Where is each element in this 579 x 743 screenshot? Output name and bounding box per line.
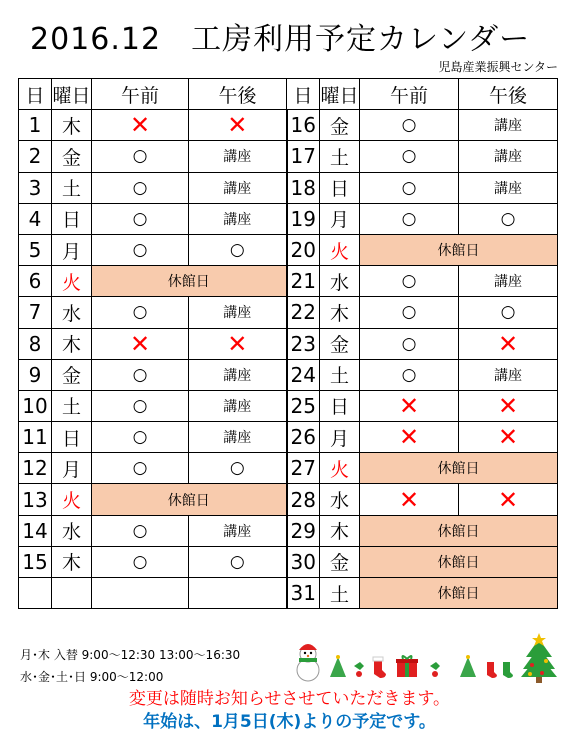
pm-status: 講座	[189, 515, 287, 546]
pm-status: 講座	[189, 390, 287, 421]
pm-status: 講座	[459, 359, 558, 390]
year-month: 2016.12	[30, 22, 162, 57]
table-row	[19, 390, 558, 421]
table-row	[19, 266, 558, 297]
table-row	[19, 110, 558, 141]
pm-status: 講座	[459, 110, 558, 141]
pm-status: ✕	[459, 484, 558, 515]
table-row	[19, 422, 558, 453]
day-number: 31	[287, 578, 320, 609]
weekday: 日	[320, 390, 360, 421]
weekday: 木	[52, 546, 92, 577]
day-number: 26	[287, 422, 320, 453]
day-number: 16	[287, 110, 320, 141]
day-number: 22	[287, 297, 320, 328]
hours-mon-thu: 月･木 入替 9:00～12:30 13:00～16:30	[20, 648, 241, 662]
day-number: 13	[19, 484, 52, 515]
day-number: 27	[287, 453, 320, 484]
am-status: ✕	[92, 110, 189, 141]
pm-status: ✕	[459, 328, 558, 359]
closed-day-label: 休館日	[360, 546, 558, 577]
weekday: 土	[52, 172, 92, 203]
closed-day-label: 休館日	[360, 515, 558, 546]
day-number: 21	[287, 266, 320, 297]
am-status: ○	[360, 266, 459, 297]
col-weekday: 曜日	[320, 79, 360, 110]
table-row	[19, 297, 558, 328]
closed-day-label: 休館日	[360, 578, 558, 609]
table-row	[19, 546, 558, 577]
weekday: 金	[52, 141, 92, 172]
pm-status: ○	[189, 234, 287, 265]
am-status: ✕	[92, 328, 189, 359]
change-notice: 変更は随時お知らせさせていただきます。	[128, 689, 451, 709]
day-number: 18	[287, 172, 320, 203]
schedule-table	[18, 78, 558, 609]
table-row	[19, 359, 558, 390]
pm-status: ○	[459, 297, 558, 328]
am-status: ✕	[360, 390, 459, 421]
weekday: 火	[52, 266, 92, 297]
organization-name: 児島産業振興センター	[438, 60, 558, 74]
col-pm: 午後	[459, 79, 558, 110]
closed-day-label: 休館日	[92, 266, 287, 297]
christmas-tree-icon	[520, 633, 558, 683]
am-status: ○	[360, 203, 459, 234]
holly-icon	[352, 660, 366, 680]
table-row	[19, 484, 558, 515]
weekday: 月	[52, 234, 92, 265]
weekday: 月	[320, 203, 360, 234]
day-number: 29	[287, 515, 320, 546]
am-status: ○	[360, 141, 459, 172]
am-status: ○	[92, 141, 189, 172]
table-row	[19, 172, 558, 203]
day-number: 30	[287, 546, 320, 577]
pm-status: 講座	[189, 203, 287, 234]
weekday: 水	[52, 515, 92, 546]
table-row	[19, 515, 558, 546]
weekday: 金	[320, 110, 360, 141]
weekday	[52, 578, 92, 609]
weekday: 金	[320, 546, 360, 577]
day-number: 11	[19, 422, 52, 453]
table-row	[19, 328, 558, 359]
pm-status: ✕	[189, 110, 287, 141]
weekday: 土	[320, 578, 360, 609]
am-status: ○	[92, 546, 189, 577]
day-number: 5	[19, 234, 52, 265]
weekday: 火	[320, 234, 360, 265]
day-number	[19, 578, 52, 609]
pm-status: 講座	[189, 172, 287, 203]
am-status: ○	[92, 453, 189, 484]
pm-status	[189, 578, 287, 609]
day-number: 24	[287, 359, 320, 390]
calendar-title: 工房利用予定カレンダー	[191, 22, 531, 57]
am-status: ✕	[360, 484, 459, 515]
day-number: 9	[19, 359, 52, 390]
weekday: 水	[320, 266, 360, 297]
am-status: ○	[92, 515, 189, 546]
day-number: 12	[19, 453, 52, 484]
pm-status: ○	[189, 453, 287, 484]
header-row	[19, 79, 558, 110]
day-number: 20	[287, 234, 320, 265]
small-tree-icon	[328, 655, 348, 681]
col-am: 午前	[92, 79, 189, 110]
pm-status: ✕	[189, 328, 287, 359]
pm-status: 講座	[459, 266, 558, 297]
weekday: 木	[52, 110, 92, 141]
day-number: 6	[19, 266, 52, 297]
snowman-icon	[293, 640, 323, 682]
am-status: ○	[360, 172, 459, 203]
weekday: 土	[320, 141, 360, 172]
am-status: ○	[92, 359, 189, 390]
table-row	[19, 141, 558, 172]
day-number: 17	[287, 141, 320, 172]
weekday: 月	[320, 422, 360, 453]
day-number: 2	[19, 141, 52, 172]
day-number: 4	[19, 203, 52, 234]
closed-day-label: 休館日	[360, 234, 558, 265]
am-status: ○	[360, 110, 459, 141]
pm-status: 講座	[189, 359, 287, 390]
am-status: ○	[92, 390, 189, 421]
weekday: 火	[320, 453, 360, 484]
am-status: ○	[92, 172, 189, 203]
weekday: 日	[52, 422, 92, 453]
pm-status: ○	[459, 203, 558, 234]
day-number: 8	[19, 328, 52, 359]
pm-status: ○	[189, 546, 287, 577]
day-number: 28	[287, 484, 320, 515]
weekday: 土	[320, 359, 360, 390]
weekday: 土	[52, 390, 92, 421]
closed-day-label: 休館日	[360, 453, 558, 484]
weekday: 日	[320, 172, 360, 203]
stocking-icon	[500, 660, 514, 680]
col-day: 日	[287, 79, 320, 110]
day-number: 23	[287, 328, 320, 359]
small-tree-icon	[458, 655, 478, 681]
table-row	[19, 234, 558, 265]
am-status	[92, 578, 189, 609]
table-row	[19, 203, 558, 234]
am-status: ✕	[360, 422, 459, 453]
col-weekday: 曜日	[52, 79, 92, 110]
pm-status: 講座	[189, 422, 287, 453]
pm-status: 講座	[189, 141, 287, 172]
pm-status: 講座	[459, 172, 558, 203]
am-status: ○	[92, 422, 189, 453]
weekday: 水	[320, 484, 360, 515]
pm-status: 講座	[459, 141, 558, 172]
am-status: ○	[92, 203, 189, 234]
weekday: 木	[52, 328, 92, 359]
weekday: 火	[52, 484, 92, 515]
pm-status: 講座	[189, 297, 287, 328]
col-day: 日	[19, 79, 52, 110]
am-status: ○	[92, 234, 189, 265]
am-status: ○	[360, 359, 459, 390]
page-title	[30, 14, 530, 58]
col-pm: 午後	[189, 79, 287, 110]
weekday: 月	[52, 453, 92, 484]
col-am: 午前	[360, 79, 459, 110]
day-number: 7	[19, 297, 52, 328]
weekday: 日	[52, 203, 92, 234]
pm-status: ✕	[459, 390, 558, 421]
pm-status: ✕	[459, 422, 558, 453]
gift-box-icon	[395, 653, 419, 679]
weekday: 木	[320, 515, 360, 546]
day-number: 10	[19, 390, 52, 421]
day-number: 14	[19, 515, 52, 546]
day-number: 15	[19, 546, 52, 577]
weekday: 金	[52, 359, 92, 390]
day-number: 25	[287, 390, 320, 421]
am-status: ○	[360, 297, 459, 328]
day-number: 1	[19, 110, 52, 141]
new-year-notice: 年始は、1月5日(木)よりの予定です。	[143, 712, 436, 732]
table-row	[19, 453, 558, 484]
day-number: 19	[287, 203, 320, 234]
stocking-icon	[484, 660, 498, 680]
table-row	[19, 578, 558, 609]
weekday: 金	[320, 328, 360, 359]
weekday: 水	[52, 297, 92, 328]
am-status: ○	[360, 328, 459, 359]
am-status: ○	[92, 297, 189, 328]
hours-wed-sun: 水･金･土･日 9:00～12:00	[20, 670, 164, 684]
closed-day-label: 休館日	[92, 484, 287, 515]
holly-icon	[428, 660, 442, 680]
weekday: 木	[320, 297, 360, 328]
stocking-icon	[370, 656, 388, 680]
day-number: 3	[19, 172, 52, 203]
